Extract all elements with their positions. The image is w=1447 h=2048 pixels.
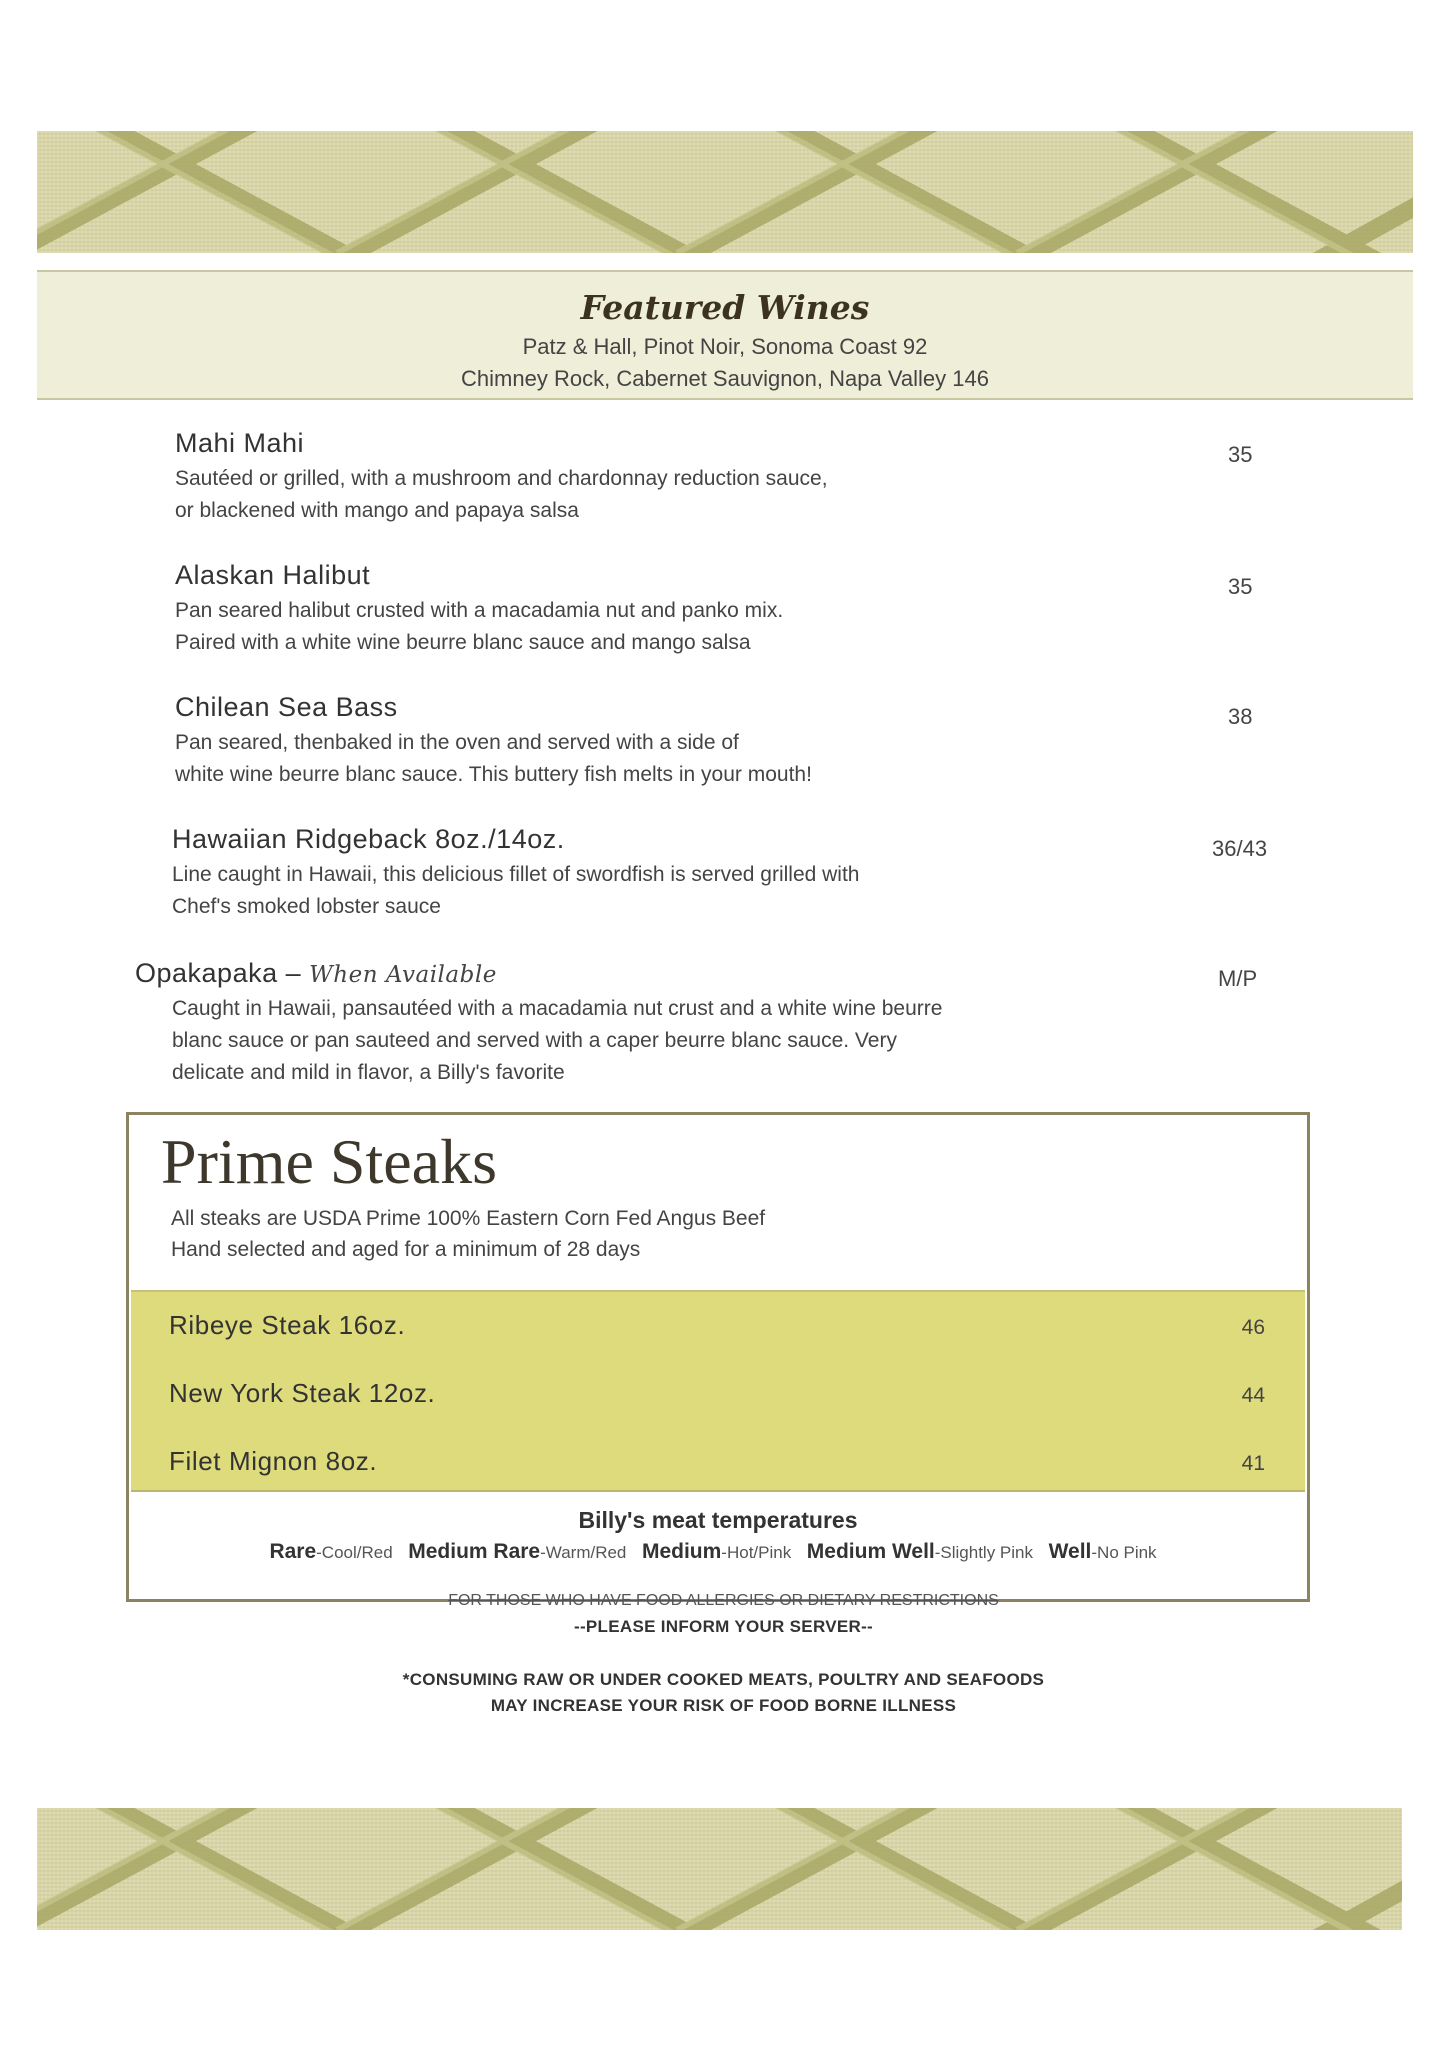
menu-item-hawaiian-ridgeback <box>172 824 859 923</box>
steak-row <box>169 1446 1265 1486</box>
wine-item: Chimney Rock, Cabernet Sauvignon, Napa Valley 146 <box>461 366 989 391</box>
featured-wines-title: Featured Wines <box>580 288 870 327</box>
menu-item-name: Opakapaka – When Available <box>135 958 497 988</box>
prime-steaks-subtitle: Hand selected and aged for a minimum of 28 days <box>171 1238 641 1261</box>
steak-name: Ribeye Steak 16oz. <box>169 1310 406 1340</box>
food-safety-warning: *CONSUMING RAW OR UNDER COOKED MEATS, POULTRY AND SEAFOODS <box>402 1670 1045 1689</box>
menu-item-name: Alaskan Halibut <box>175 560 371 590</box>
menu-item-description: Pan seared, thenbaked in the oven and served with a side of white wine beurre blanc sauce. This buttery fish melts in your mouth! <box>175 731 812 786</box>
menu-item-price: 35 <box>1228 574 1253 599</box>
menu-item-price: 38 <box>1228 704 1253 729</box>
menu-item-description: Pan seared halibut crusted with a macadamia nut and panko mix. Paired with a white wine beurre blanc sauce and mango salsa <box>175 599 784 654</box>
bamboo-lattice-icon <box>37 131 1413 253</box>
bamboo-lattice-icon <box>37 1808 1402 1930</box>
menu-item-opakapaka <box>135 958 942 1089</box>
menu-item-description: Sautéed or grilled, with a mushroom and chardonnay reduction sauce, or blackened with mango and papaya salsa <box>175 467 828 522</box>
steak-price: 46 <box>1241 1316 1265 1339</box>
steak-row <box>169 1310 1265 1350</box>
menu-item-price: 35 <box>1228 442 1253 467</box>
menu-item-name: Chilean Sea Bass <box>175 692 398 722</box>
menu-item-name: Hawaiian Ridgeback 8oz./14oz. <box>172 824 565 854</box>
steak-row <box>169 1378 1265 1418</box>
menu-item-mahi-mahi <box>175 428 828 527</box>
availability-note: When Available <box>309 962 497 988</box>
bamboo-decor-bottom <box>37 1808 1402 1930</box>
steak-list <box>131 1290 1305 1492</box>
prime-steaks-section <box>126 1112 1310 1602</box>
prime-steaks-title: Prime Steaks <box>161 1126 497 1197</box>
menu-item-name: Mahi Mahi <box>175 428 305 458</box>
bamboo-decor-top <box>37 131 1413 253</box>
menu-item-description: Line caught in Hawaii, this delicious fillet of swordfish is served grilled with Chef's smoked lobster sauce <box>172 863 860 918</box>
meat-temperatures-title: Billy's meat temperatures <box>578 1507 858 1533</box>
steak-price: 41 <box>1241 1452 1265 1475</box>
steak-price: 44 <box>1241 1384 1265 1407</box>
menu-item-description: Caught in Hawaii, pansautéed with a macadamia nut crust and a white wine beurre blanc sauce or pan sauteed and served with a caper beurre blanc sauce. Very delicate and mild in flavor, a Billy's favorite <box>172 997 943 1084</box>
inform-server-notice: --PLEASE INFORM YOUR SERVER-- <box>574 1617 873 1636</box>
meat-temperatures-line: Rare-Cool/Red Medium Rare-Warm/Red Medium-Hot/Pink Medium Well-Slightly Pink Well-No Pink <box>269 1540 1157 1563</box>
menu-item-price: M/P <box>1218 966 1258 991</box>
steak-name: Filet Mignon 8oz. <box>169 1446 378 1476</box>
menu-item-chilean-sea-bass <box>175 692 812 791</box>
prime-steaks-subtitle: All steaks are USDA Prime 100% Eastern Corn Fed Angus Beef <box>171 1207 766 1230</box>
steak-name: New York Steak 12oz. <box>169 1378 436 1408</box>
featured-wines-section <box>37 270 1413 400</box>
allergy-notice: FOR THOSE WHO HAVE FOOD ALLERGIES OR DIETARY RESTRICTIONS <box>448 1592 999 1609</box>
menu-item-price: 36/43 <box>1212 836 1268 861</box>
food-safety-warning: MAY INCREASE YOUR RISK OF FOOD BORNE ILLNESS <box>490 1696 957 1715</box>
wine-item: Patz & Hall, Pinot Noir, Sonoma Coast 92 <box>522 334 928 359</box>
menu-item-alaskan-halibut <box>175 560 783 659</box>
